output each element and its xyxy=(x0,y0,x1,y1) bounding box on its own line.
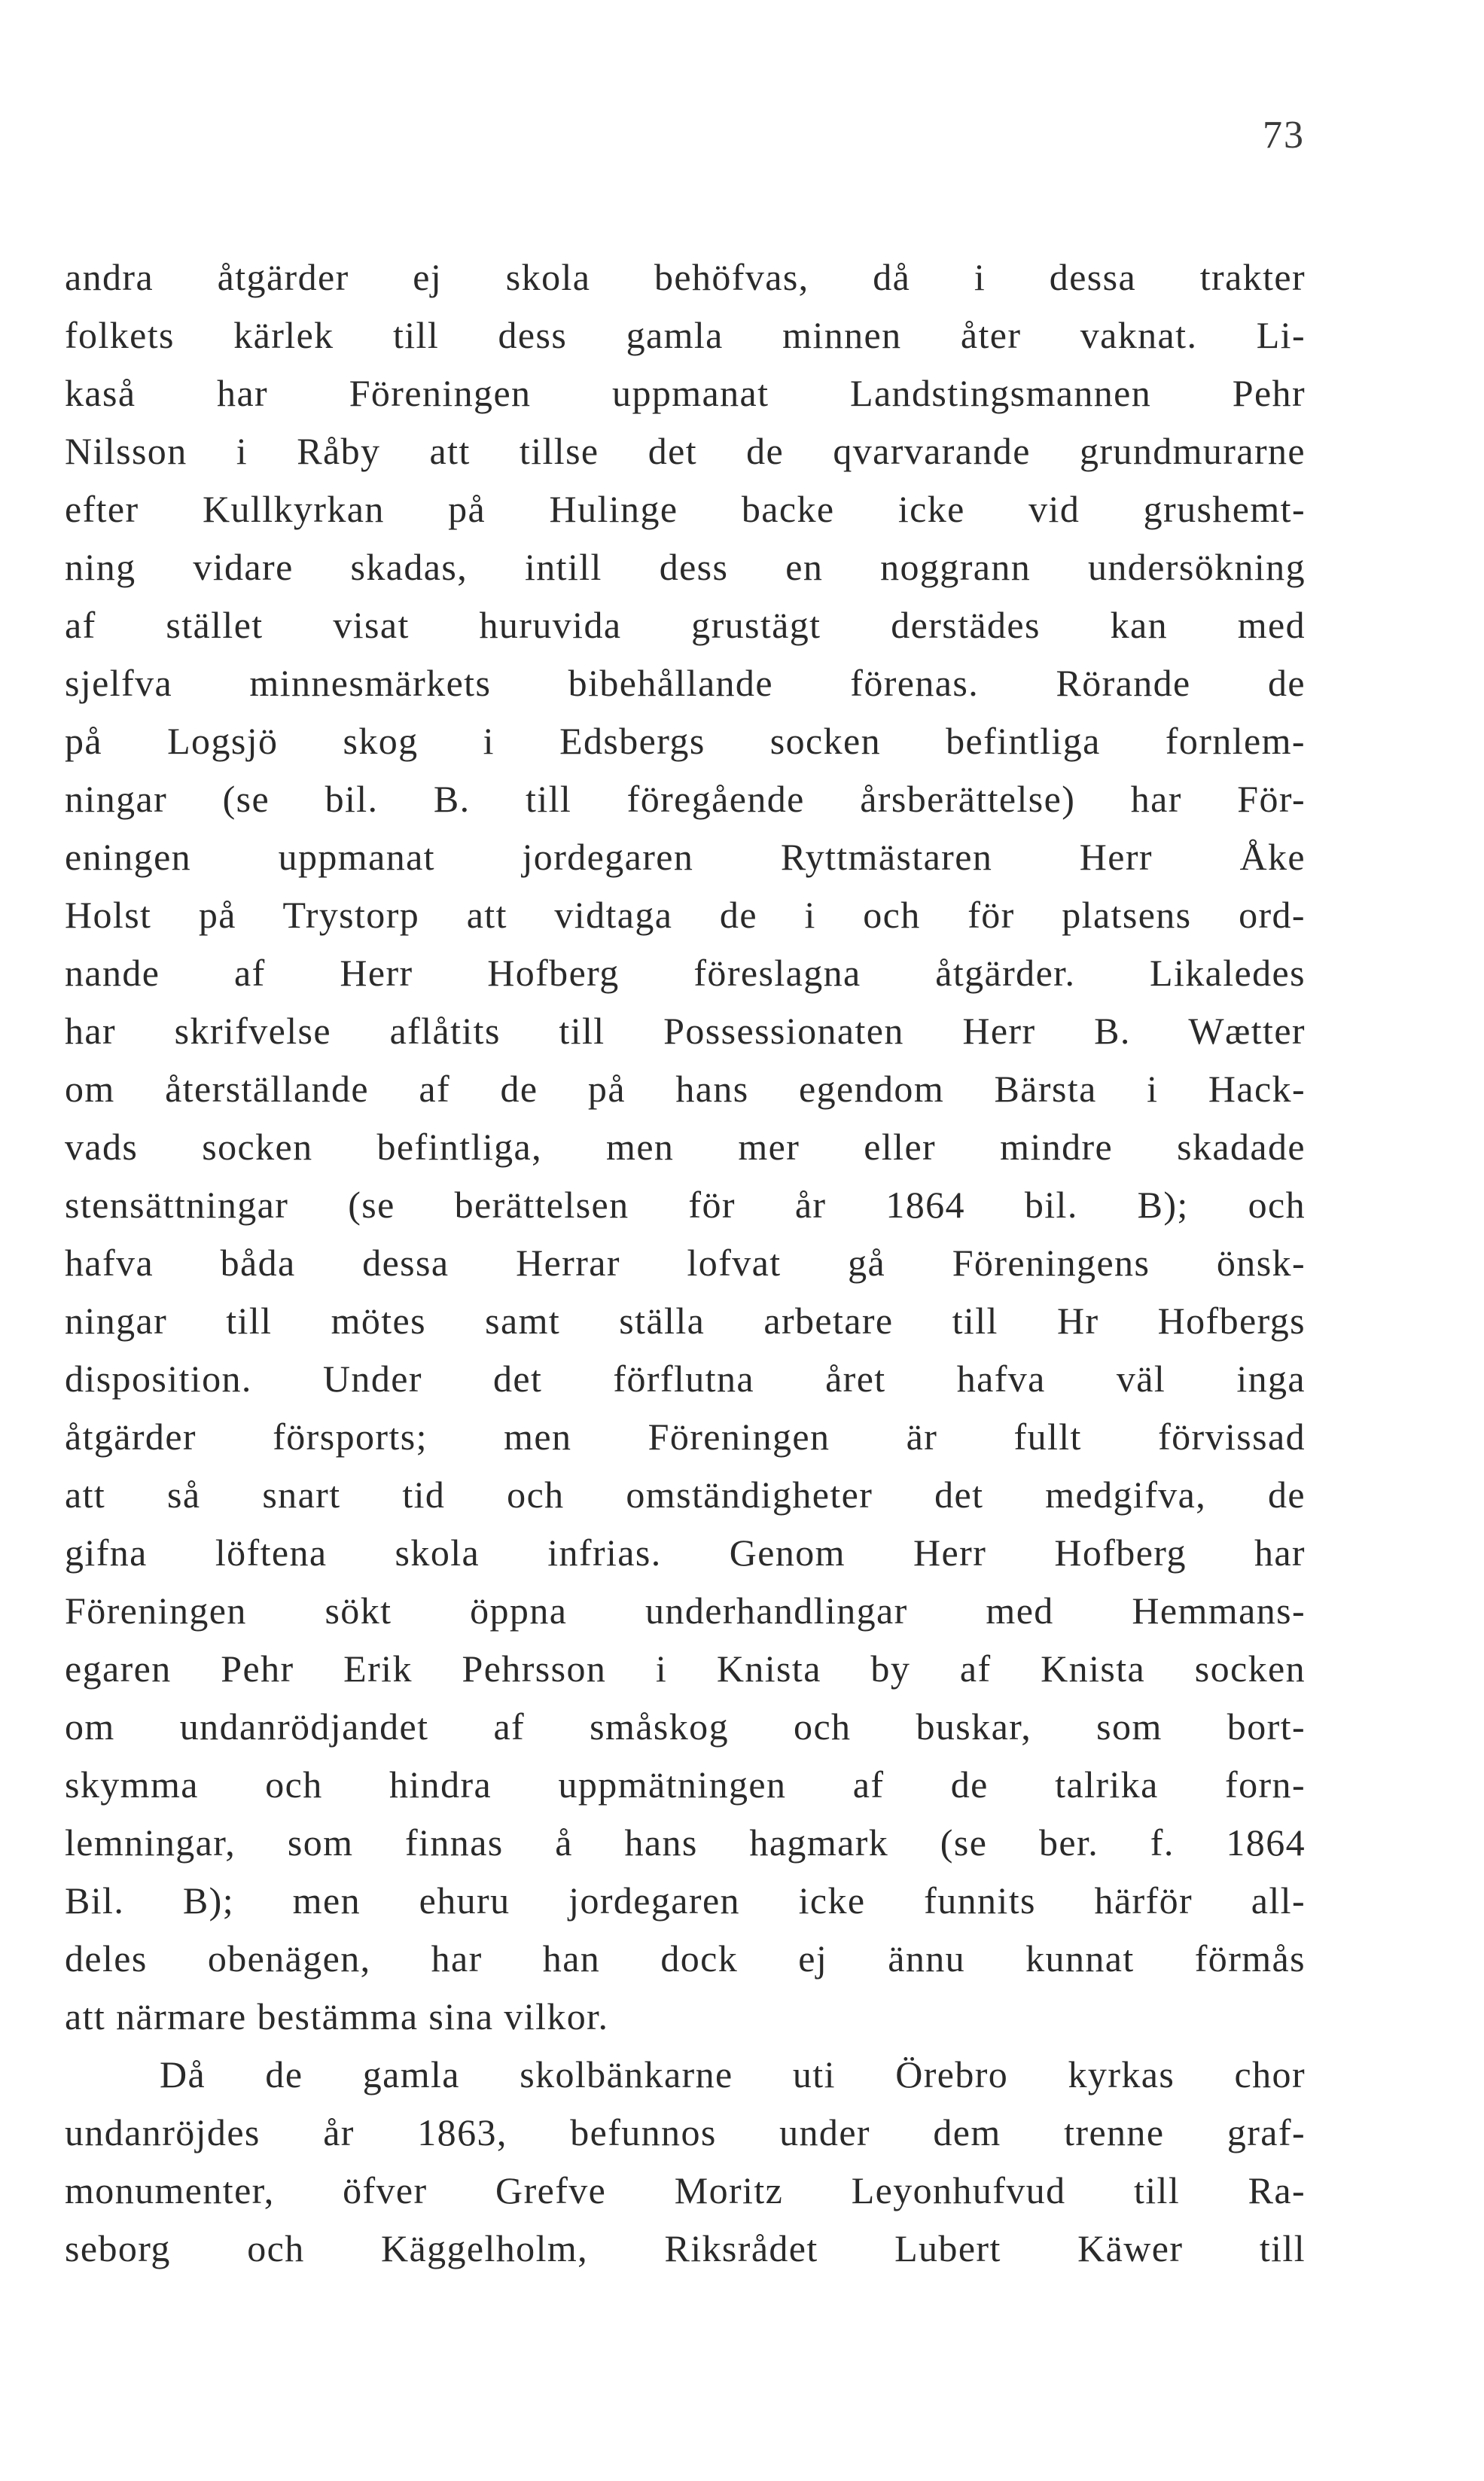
text-line: sjelfva minnesmärkets bibehållande förenas. Rörande de xyxy=(65,662,1306,704)
text-line: om undanrödjandet af småskog och buskar, som bort- xyxy=(65,1705,1306,1748)
text-line: Bil. B); men ehuru jordegaren icke funnits härför all- xyxy=(65,1879,1306,1922)
text-line: Nilsson i Råby att tillse det de qvarvarande grundmurarne xyxy=(65,430,1306,472)
text-line: disposition. Under det förflutna året hafva väl inga xyxy=(65,1358,1306,1400)
text-line: kaså har Föreningen uppmanat Landstingsmannen Pehr xyxy=(65,372,1306,414)
text-line: Föreningen sökt öppna underhandlingar med Hemmans- xyxy=(65,1589,1306,1632)
text-line: gifna löftena skola infrias. Genom Herr Hofberg har xyxy=(65,1532,1306,1574)
text-line: efter Kullkyrkan på Hulinge backe icke vid grushemt- xyxy=(65,488,1306,530)
text-line: folkets kärlek till dess gamla minnen åter vaknat. Li- xyxy=(65,314,1306,356)
text-line: nande af Herr Hofberg föreslagna åtgärder. Likaledes xyxy=(65,952,1306,994)
text-line: att så snart tid och omständigheter det medgifva, de xyxy=(65,1474,1306,1516)
text-line: lemningar, som finnas å hans hagmark (se ber. f. 1864 xyxy=(65,1821,1306,1864)
text-line: om återställande af de på hans egendom Bärsta i Hack- xyxy=(65,1068,1306,1110)
text-line: ningar (se bil. B. till föregående årsberättelse) har För- xyxy=(65,778,1306,820)
text-line: har skrifvelse aflåtits till Possessionaten Herr B. Wætter xyxy=(65,1010,1306,1052)
text-line: på Logsjö skog i Edsbergs socken befintliga fornlem- xyxy=(65,720,1306,762)
text-line: monumenter, öfver Grefve Moritz Leyonhufvud till Ra- xyxy=(65,2169,1306,2211)
text-line: andra åtgärder ej skola behöfvas, då i dessa trakter xyxy=(65,256,1306,298)
text-line: ning vidare skadas, intill dess en noggrann undersökning xyxy=(65,546,1306,588)
text-line: stensättningar (se berättelsen för år 1864 bil. B); och xyxy=(65,1184,1306,1226)
text-line: Holst på Trystorp att vidtaga de i och för platsens ord- xyxy=(65,894,1306,936)
text-line: skymma och hindra uppmätningen af de talrika forn- xyxy=(65,1763,1306,1806)
text-line: seborg och Käggelholm, Riksrådet Lubert Käwer till xyxy=(65,2227,1306,2269)
text-line: deles obenägen, har han dock ej ännu kunnat förmås xyxy=(65,1937,1306,1980)
text-line: af stället visat huruvida grustägt derstädes kan med xyxy=(65,604,1306,646)
text-line: åtgärder försports; men Föreningen är fullt förvissad xyxy=(65,1416,1306,1458)
text-line: att närmare bestämma sina vilkor. xyxy=(65,1995,609,2038)
text-line: vads socken befintliga, men mer eller mindre skadade xyxy=(65,1126,1306,1168)
text-line: undanröjdes år 1863, befunnos under dem trenne graf- xyxy=(65,2111,1306,2153)
text-line: hafva båda dessa Herrar lofvat gå Föreningens önsk- xyxy=(65,1242,1306,1284)
text-line: eningen uppmanat jordegaren Ryttmästaren Herr Åke xyxy=(65,836,1306,878)
text-line: ningar till mötes samt ställa arbetare till Hr Hofbergs xyxy=(65,1300,1306,1342)
body-text xyxy=(65,248,1306,2278)
text-line: egaren Pehr Erik Pehrsson i Knista by af Knista socken xyxy=(65,1647,1306,1690)
page-number: 73 xyxy=(1263,114,1305,157)
text-line: Då de gamla skolbänkarne uti Örebro kyrkas chor xyxy=(160,2053,1306,2095)
